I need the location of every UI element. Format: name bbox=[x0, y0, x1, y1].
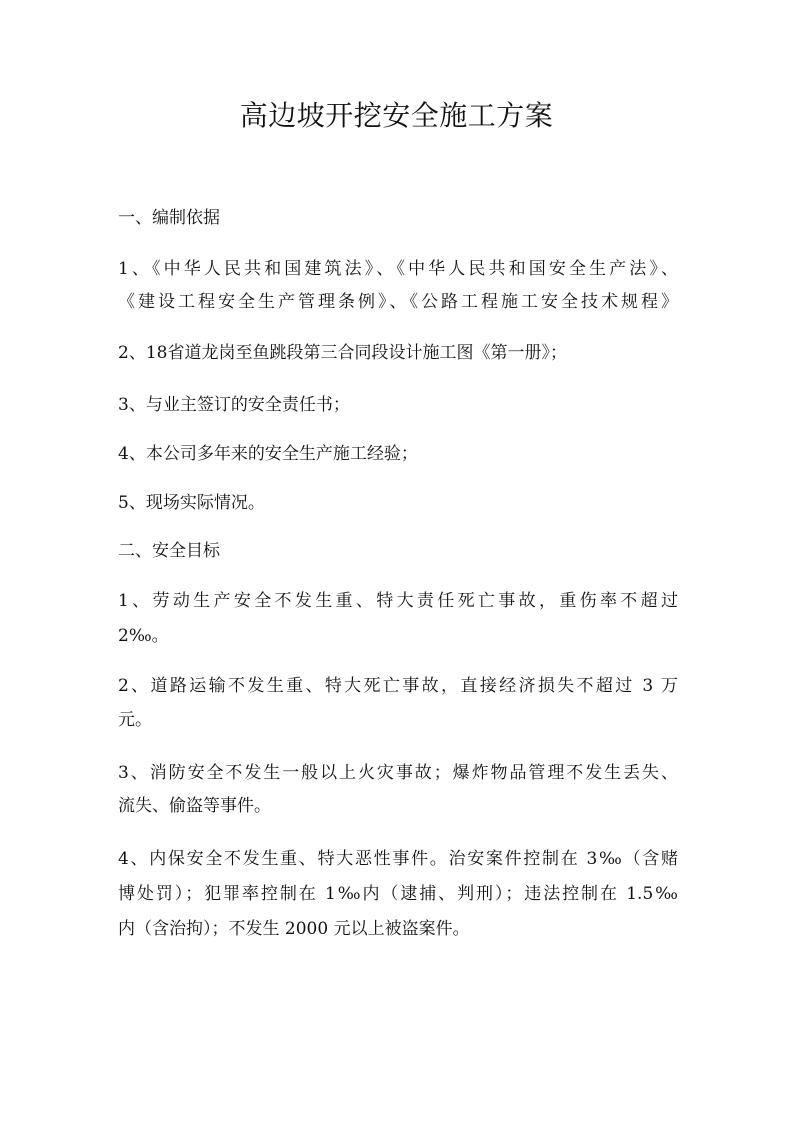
document-title: 高边坡开挖安全施工方案 bbox=[239, 99, 554, 132]
basis-item-4: 4、本公司多年来的安全生产施工经验； bbox=[118, 444, 418, 464]
section-heading-goals: 二、安全目标 bbox=[118, 541, 220, 561]
basis-item-3: 3、与业主签订的安全责任书； bbox=[118, 395, 350, 415]
goal-item-1-line-1: 1、劳动生产安全不发生重、特大责任死亡事故，重伤率不超过 bbox=[118, 591, 678, 611]
basis-item-1-line-2: 《建设工程安全生产管理条例》、《公路工程施工安全技术规程》 bbox=[118, 292, 678, 312]
basis-item-5: 5、现场实际情况。 bbox=[118, 493, 265, 513]
goal-item-2-line-1: 2、道路运输不发生重、特大死亡事故，直接经济损失不超过 3 万 bbox=[118, 676, 678, 696]
goal-item-4-line-3: 内（含治拘）；不发生 2000 元以上被盗案件。 bbox=[118, 919, 470, 939]
goal-item-3-line-2: 流失、偷盗等事件。 bbox=[118, 796, 271, 816]
section-heading-basis: 一、编制依据 bbox=[118, 208, 220, 228]
goal-item-4-line-1: 4、内保安全不发生重、特大恶性事件。治安案件控制在 3‰（含赌 bbox=[118, 849, 678, 869]
goal-item-3-line-1: 3、消防安全不发生一般以上火灾事故；爆炸物品管理不发生丢失、 bbox=[118, 763, 678, 783]
basis-item-1-line-1: 1、《中华人民共和国建筑法》、《中华人民共和国安全生产法》、 bbox=[118, 259, 678, 279]
goal-item-2-line-2: 元。 bbox=[118, 710, 152, 730]
basis-item-2: 2、18省道龙岗至鱼跳段第三合同段设计施工图《第一册》； bbox=[118, 343, 567, 363]
goal-item-1-line-2: 2‰。 bbox=[118, 626, 169, 646]
goal-item-4-line-2: 博处罚）；犯罪率控制在 1‰内（逮捕、判刑）；违法控制在 1.5‰ bbox=[118, 884, 678, 904]
